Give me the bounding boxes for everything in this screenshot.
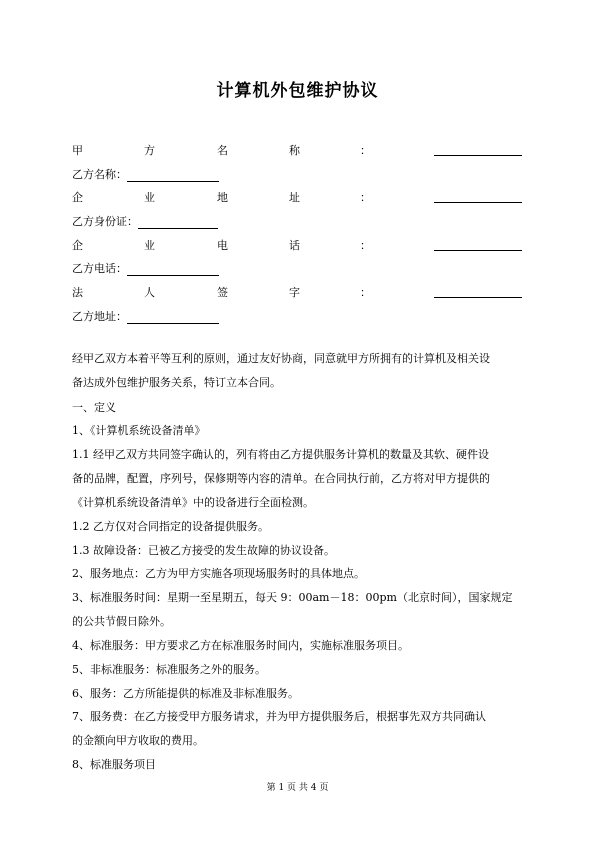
field-label: 乙方身份证： (72, 215, 138, 228)
fill-in-blank[interactable] (434, 284, 522, 298)
field-char: 址 (289, 191, 300, 204)
field-char: 电 (217, 239, 228, 252)
party-b-address-row (72, 308, 219, 324)
field-char: 企 (72, 191, 83, 204)
fill-in-blank[interactable] (434, 142, 522, 156)
party-a-phone-row (72, 237, 522, 253)
clause-line: 4、标准服务：甲方要求乙方在标准服务时间内，实施标准服务项目。 (72, 639, 409, 652)
field-char: 地 (217, 191, 228, 204)
clause-line: 1、《计算机系统设备清单》 (72, 424, 206, 437)
clause-line: 7、服务费：在乙方接受甲方服务请求，并为甲方提供服务后，根据事先双方共同确认 (72, 710, 486, 723)
clause-line: 8、标准服务项目 (72, 758, 156, 771)
field-char: 业 (144, 239, 155, 252)
clause-line: 5、非标准服务：标准服务之外的服务。 (72, 663, 266, 676)
field-char: 法 (72, 286, 83, 299)
clause-line: 2、服务地点：乙方为甲方实施各项现场服务时的具体地点。 (72, 567, 365, 580)
field-colon: ： (360, 286, 371, 299)
field-char: 业 (144, 191, 155, 204)
field-label: 乙方电话： (72, 262, 127, 275)
clause-line: 1.3 故障设备：已被乙方接受的发生故障的协议设备。 (72, 544, 335, 557)
party-a-address-row (72, 189, 522, 205)
field-char: 方 (144, 144, 155, 157)
fill-in-blank[interactable] (434, 189, 522, 203)
field-colon: ： (360, 191, 371, 204)
clause-line: 的金额向甲方收取的费用。 (72, 734, 204, 747)
fill-in-blank[interactable] (138, 216, 218, 229)
field-char: 字 (289, 286, 300, 299)
section-heading: 一、定义 (72, 401, 116, 414)
party-a-signature-row (72, 284, 522, 300)
party-b-phone-row (72, 260, 219, 276)
intro-line: 经甲乙双方本着平等互利的原则，通过友好协商，同意就甲方所拥有的计算机及相关设 (72, 352, 490, 365)
clause-line: 备的品牌，配置，序列号，保修期等内容的清单。在合同执行前，乙方将对甲方提供的 (72, 472, 490, 485)
fill-in-blank[interactable] (127, 169, 219, 182)
field-colon: ： (360, 144, 371, 157)
document-title: 计算机外包维护协议 (216, 81, 379, 101)
clause-line: 6、服务：乙方所能提供的标准及非标准服务。 (72, 687, 299, 700)
clause-line: 3、标准服务时间：星期一至星期五，每天 9：00am－18：00pm（北京时间），国家规定 (72, 591, 513, 604)
field-char: 企 (72, 239, 83, 252)
field-char: 签 (217, 286, 228, 299)
fill-in-blank[interactable] (434, 237, 522, 251)
page-footer: 第 1 页 共 4 页 (266, 783, 329, 793)
field-colon: ： (360, 239, 371, 252)
clause-line: 1.1 经甲乙双方共同签字确认的，列有将由乙方提供服务计算机的数量及其软、硬件设 (72, 448, 489, 461)
party-b-id-row (72, 213, 218, 229)
fill-in-blank[interactable] (127, 263, 219, 276)
clause-line: 的公共节假日除外。 (72, 615, 171, 628)
field-label: 乙方地址： (72, 310, 127, 323)
intro-line: 备达成外包维护服务关系，特订立本合同。 (72, 376, 281, 389)
fill-in-blank[interactable] (127, 311, 219, 324)
party-b-name-row (72, 166, 219, 182)
field-char: 甲 (72, 144, 83, 157)
field-char: 人 (144, 286, 155, 299)
field-char: 话 (289, 239, 300, 252)
field-label: 乙方名称： (72, 168, 127, 181)
party-a-name-row (72, 142, 522, 158)
clause-line: 《计算机系统设备清单》中的设备进行全面检测。 (72, 496, 314, 509)
field-char: 名 (217, 144, 228, 157)
clause-line: 1.2 乙方仅对合同指定的设备提供服务。 (72, 520, 269, 533)
field-char: 称 (289, 144, 300, 157)
